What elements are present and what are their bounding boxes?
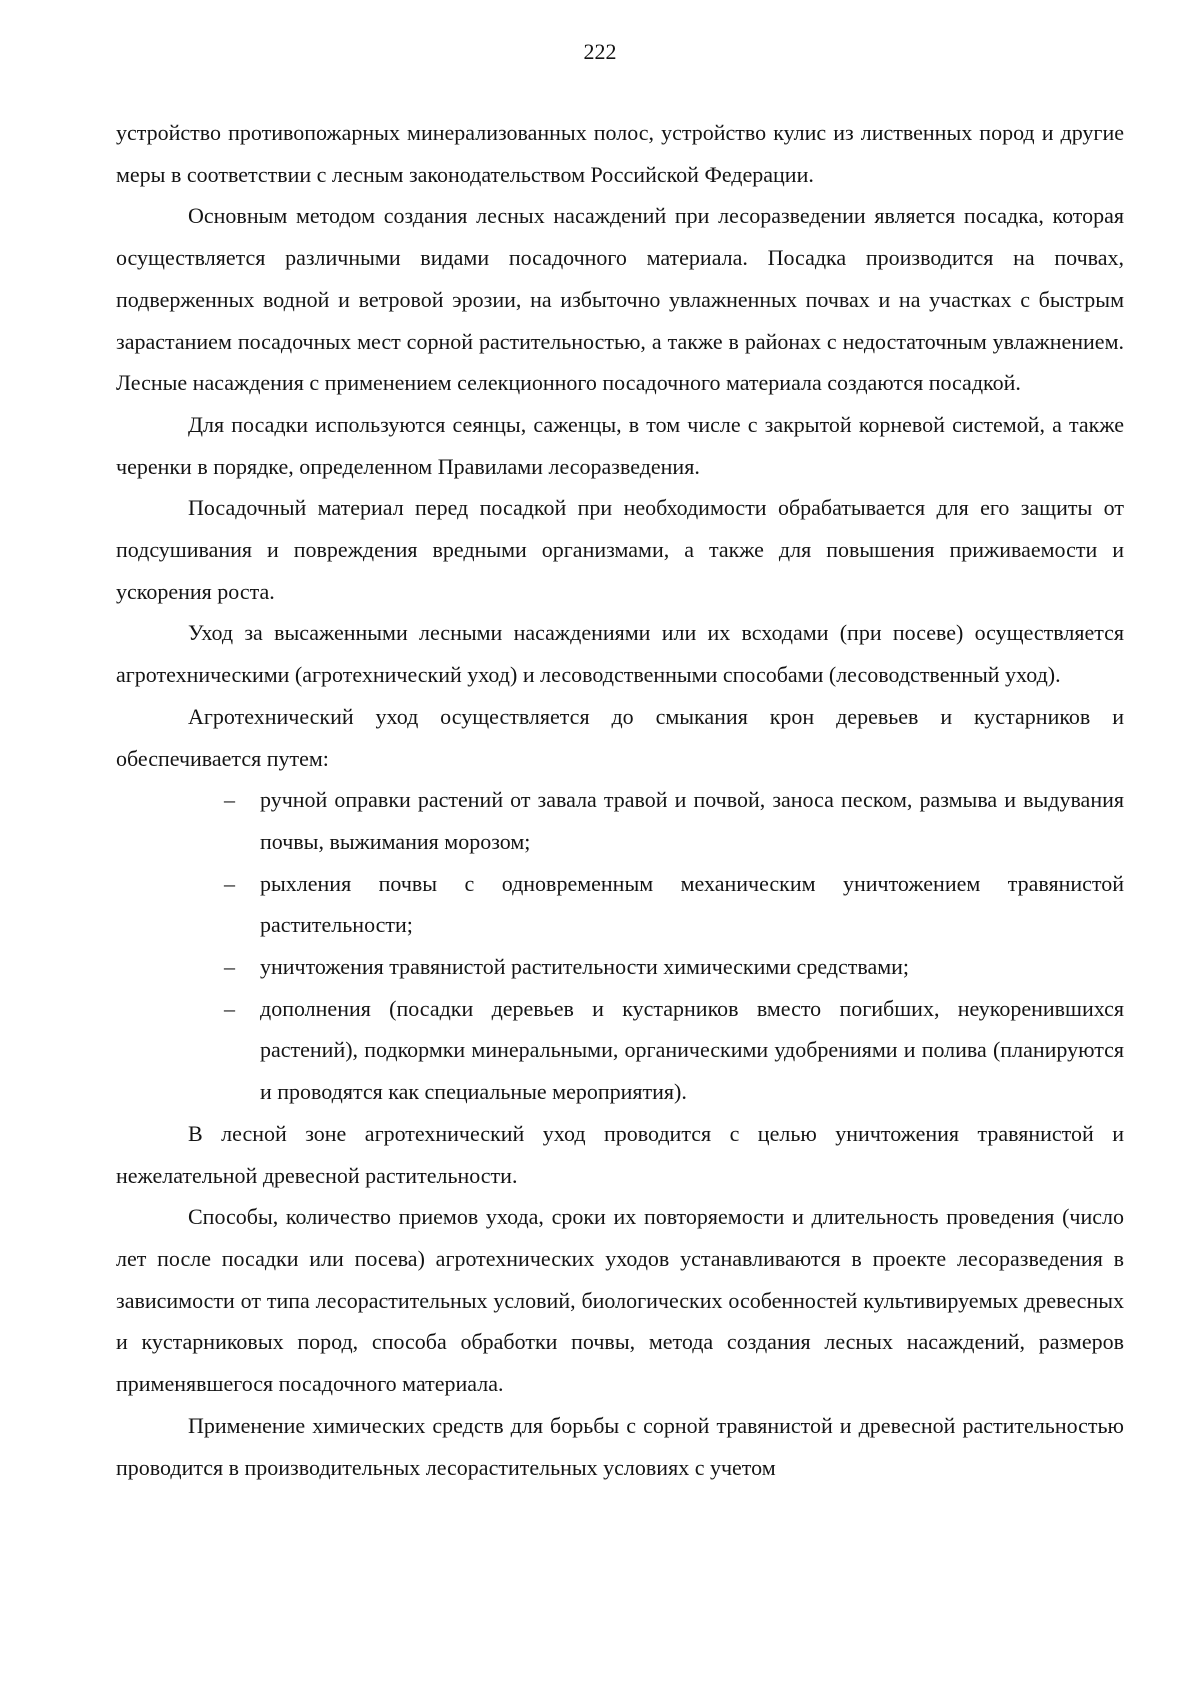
list-item-text: рыхления почвы с одновременным механическим уничтожением травянистой растительности;	[260, 870, 1124, 938]
list-item	[116, 988, 1124, 1113]
list-item	[116, 863, 1124, 946]
dash-marker: –	[224, 870, 235, 896]
list-item	[116, 779, 1124, 862]
dash-marker: –	[224, 787, 235, 813]
paragraph-chemical-means: Применение химических средств для борьбы с сорной травянистой и древесной растительностью проводится в производительных лесорастительных условиях с учетом	[116, 1412, 1124, 1480]
paragraph-planting-material: Для посадки используются сеянцы, саженцы, в том числе с закрытой корневой системой, а также черенки в порядке, определенном Правилами лесоразведения.	[116, 411, 1124, 479]
dash-marker: –	[224, 995, 235, 1021]
list-item	[116, 946, 1124, 988]
list-item-text: уничтожения травянистой растительности химическими средствами;	[260, 954, 910, 980]
care-measures-list	[116, 779, 1124, 1113]
paragraph-care-schedule: Способы, количество приемов ухода, сроки их повторяемости и длительность проведения (число лет после посадки или посева) агротехнических уходов устанавливаются в проекте лесоразведения в зависимости от типа лесорастительных условий, биологических особенностей культивируемых древесных и кустарниковых пород, способа обработки почвы, метода создания лесных насаждений, размеров применявшегося посадочного материала.	[116, 1204, 1124, 1397]
list-item-text: ручной оправки растений от завала травой и почвой, заноса песком, размыва и выдувания почвы, выжимания морозом;	[260, 787, 1124, 854]
paragraph-continuation: устройство противопожарных минерализованных полос, устройство кулис из лиственных пород и другие меры в соответствии с лесным законодательством Российской Федерации.	[116, 120, 1124, 187]
page-number: 222	[583, 39, 617, 64]
dash-marker: –	[224, 954, 235, 980]
list-item-text: дополнения (посадки деревьев и кустарников вместо погибших, неукоренившихся растений), подкормки минеральными, органическими удобрениями и полива (планируются и проводятся как специальные мероприятия).	[260, 995, 1124, 1105]
paragraph-care-methods: Уход за высаженными лесными насаждениями или их всходами (при посеве) осуществляется агротехническими (агротехнический уход) и лесоводственными способами (лесоводственный уход).	[116, 620, 1124, 688]
paragraph-agrotechnical-care: Агротехнический уход осуществляется до смыкания крон деревьев и кустарников и обеспечивается путем:	[116, 703, 1124, 771]
paragraph-planting-method: Основным методом создания лесных насаждений при лесоразведении является посадка, которая осуществляется различными видами посадочного материала. Посадка производится на почвах, подверженных водной и ветровой эрозии, на избыточно увлажненных почвах и на участках с быстрым зарастанием посадочных мест сорной растительностью, а также в районах с недостаточным увлажнением. Лесные насаждения с применением селекционного посадочного материала создаются посадкой.	[116, 203, 1124, 396]
paragraph-forest-zone: В лесной зоне агротехнический уход проводится с целью уничтожения травянистой и нежелательной древесной растительности.	[116, 1120, 1124, 1188]
paragraph-material-treatment: Посадочный материал перед посадкой при необходимости обрабатывается для его защиты от подсушивания и повреждения вредными организмами, а также для повышения приживаемости и ускорения роста.	[116, 495, 1124, 604]
page-body	[116, 112, 1124, 1488]
